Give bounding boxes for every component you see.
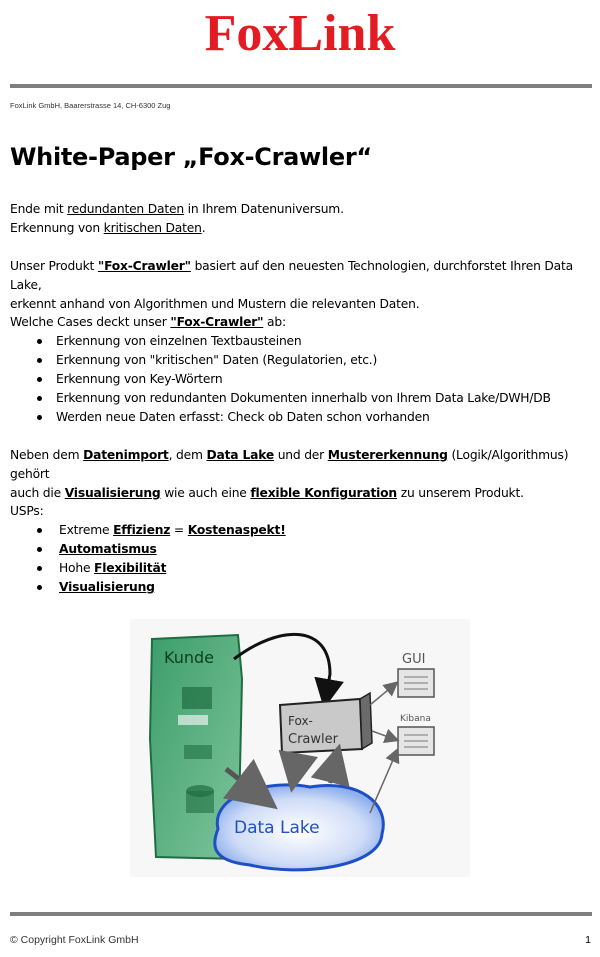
keyboard-icon bbox=[178, 715, 208, 725]
fox-crawler-side bbox=[360, 693, 372, 749]
footer-copyright: © Copyright FoxLink GmbH bbox=[10, 934, 139, 946]
fox-crawler-label-2: Crawler bbox=[288, 732, 338, 747]
cases-section bbox=[10, 313, 595, 427]
fox-crawler-label-1: Fox- bbox=[288, 714, 313, 728]
intro-line-2: Erkennung von kritischen Daten. bbox=[10, 221, 206, 235]
foxlink-logo: FoxLink bbox=[204, 5, 396, 62]
product-paragraph: Unser Produkt "Fox-Crawler" basiert auf den neuesten Technologien, durchforstet Ihren Data Lake, erkennt anhand von Algorithmen und Mustern die relevanten Daten. bbox=[10, 259, 573, 311]
list-item: Erkennung von einzelnen Textbausteinen bbox=[10, 332, 595, 351]
header-rule bbox=[10, 84, 592, 88]
features-paragraph: Neben dem Datenimport, dem Data Lake und der Mustererkennung (Logik/Algorithmus) gehört auch die Visualisierung wie auch eine flexible Konfiguration zu unserem Produkt. bbox=[10, 448, 569, 500]
cases-intro: Welche Cases deckt unser "Fox-Crawler" ab: bbox=[10, 315, 286, 329]
list-item: Visualisierung bbox=[10, 578, 595, 597]
critical-data-link: kritischen Daten bbox=[103, 221, 202, 235]
list-item: Extreme Effizienz = Kostenaspekt! bbox=[10, 521, 595, 540]
footer-rule bbox=[10, 912, 592, 916]
data-lake-label: Data Lake bbox=[234, 818, 320, 838]
list-item: Hohe Flexibilität bbox=[10, 559, 595, 578]
gui-label: GUI bbox=[402, 652, 426, 667]
company-address: FoxLink GmbH, Baarerstrasse 14, CH-6300 Zug bbox=[10, 101, 171, 110]
list-item: Erkennung von "kritischen" Daten (Regulatorien, etc.) bbox=[10, 351, 595, 370]
cases-list bbox=[10, 332, 595, 427]
kibana-label: Kibana bbox=[400, 714, 431, 724]
usps-section bbox=[10, 502, 595, 597]
document-icon bbox=[184, 745, 212, 759]
list-item: Automatismus bbox=[10, 540, 595, 559]
database-body bbox=[186, 791, 214, 813]
architecture-sketch bbox=[130, 619, 470, 877]
intro-line-1: Ende mit redundanten Daten in Ihrem Datenuniversum. bbox=[10, 202, 344, 216]
list-item: Werden neue Daten erfasst: Check ob Daten schon vorhanden bbox=[10, 408, 595, 427]
usps-list bbox=[10, 521, 595, 597]
list-item: Erkennung von Key-Wörtern bbox=[10, 370, 595, 389]
usps-heading: USPs: bbox=[10, 504, 44, 518]
intro-paragraph bbox=[10, 200, 595, 238]
redundant-data-link: redundanten Daten bbox=[67, 202, 184, 216]
product-name: "Fox-Crawler" bbox=[170, 315, 264, 329]
page-number: 1 bbox=[585, 934, 591, 946]
page-title: White-Paper „Fox-Crawler“ bbox=[10, 143, 372, 171]
kunde-label: Kunde bbox=[164, 648, 214, 667]
product-name: "Fox-Crawler" bbox=[97, 259, 191, 273]
list-item: Erkennung von redundanten Dokumenten innerhalb von Ihrem Data Lake/DWH/DB bbox=[10, 389, 595, 408]
computer-icon bbox=[182, 687, 212, 709]
